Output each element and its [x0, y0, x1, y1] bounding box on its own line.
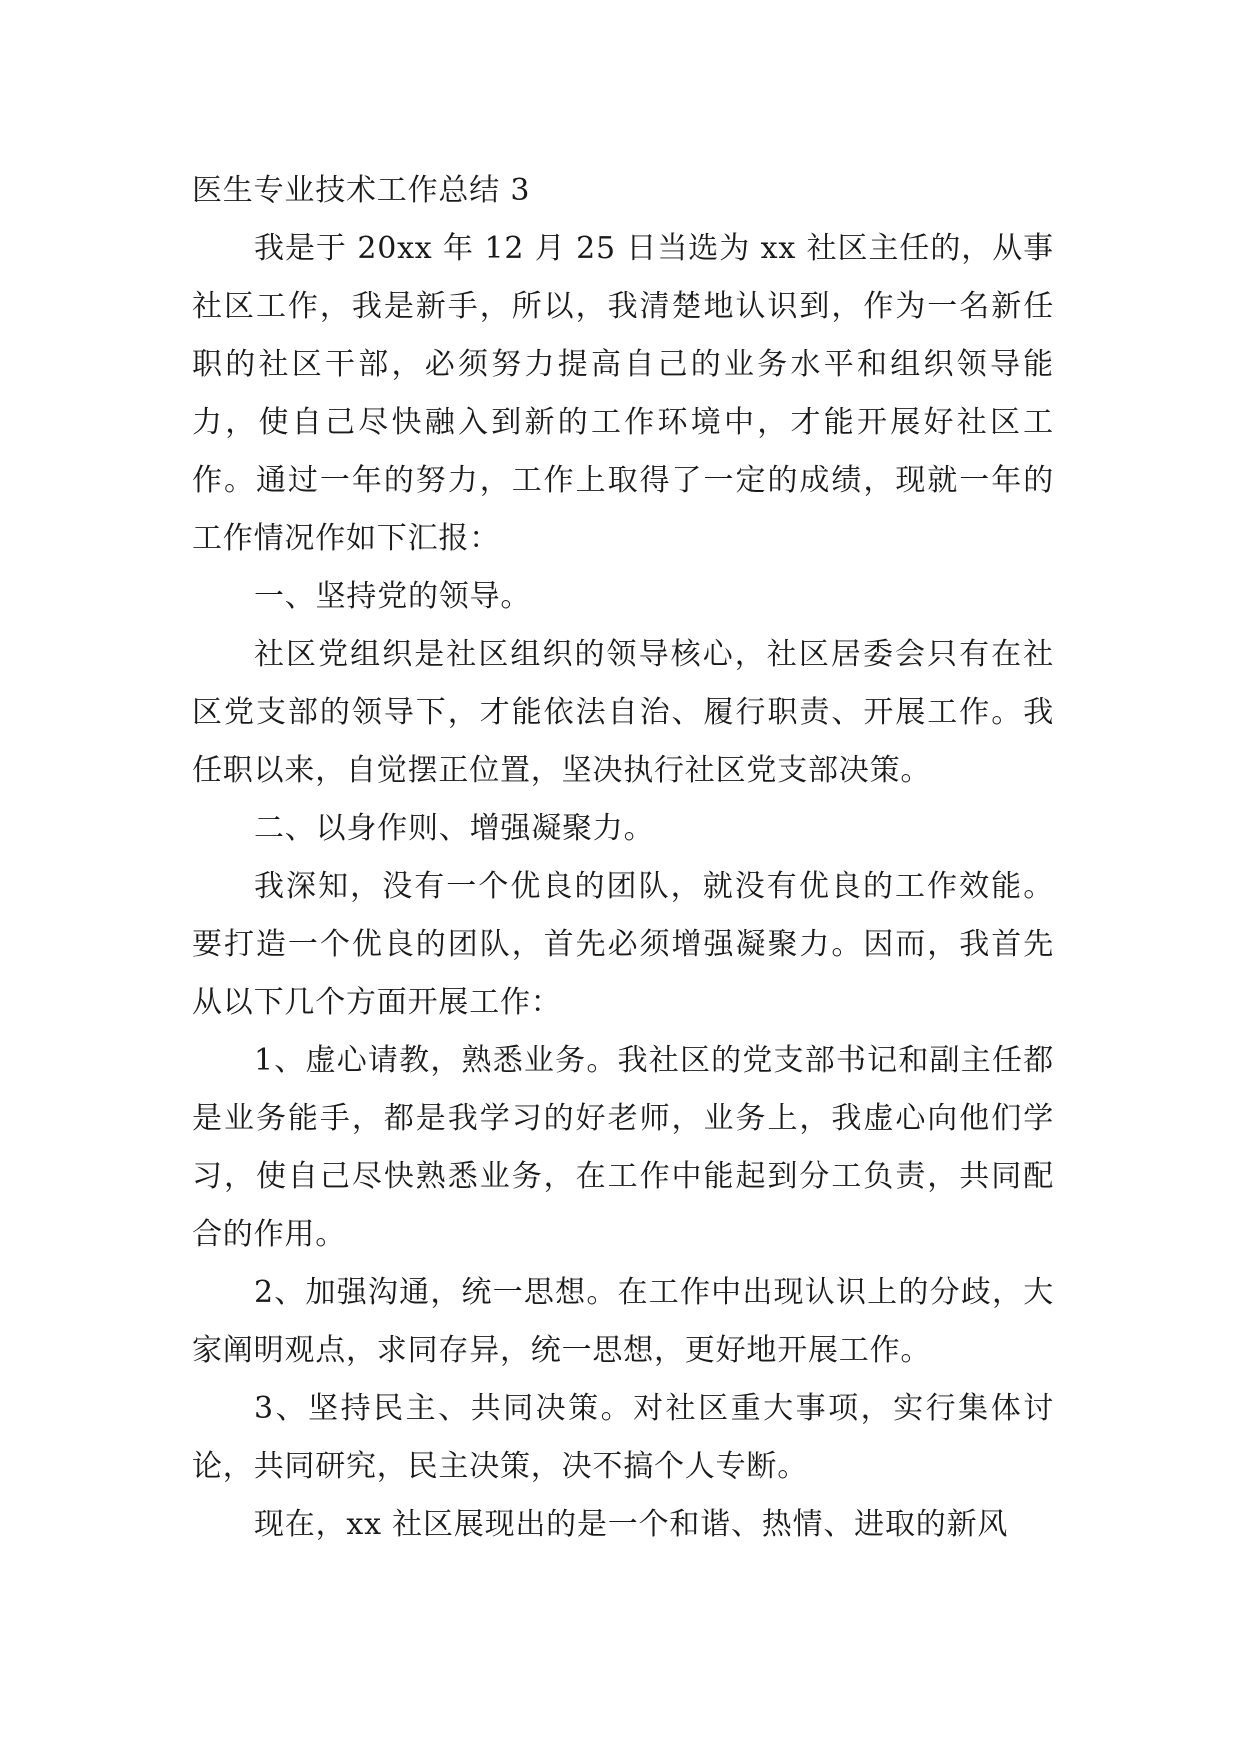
paragraph-team-cohesion: 我深知，没有一个优良的团队，就没有优良的工作效能。要打造一个优良的团队，首先必须增强凝聚力。因而，我首先从以下几个方面开展工作： [192, 869, 1054, 1020]
list-item-2: 2、加强沟通，统一思想。在工作中出现认识上的分歧，大家阐明观点，求同存异，统一思想，更好地开展工作。 [192, 1275, 1054, 1368]
section-heading-1: 一、坚持党的领导。 [254, 579, 532, 614]
paragraph-intro: 我是于 20xx 年 12 月 25 日当选为 xx 社区主任的，从事社区工作，我是新手，所以，我清楚地认识到，作为一名新任职的社区干部，必须努力提高自己的业务水平和组织领导能力，使自己尽快融入到新的工作环境中，才能开展好社区工作。通过一年的努力，工作上取得了一定的成绩，现就一年的工作情况作如下汇报： [192, 231, 1054, 556]
paragraph-current-status: 现在，xx 社区展现出的是一个和谐、热情、进取的新风 [254, 1507, 1009, 1542]
paragraph-party-leadership: 社区党组织是社区组织的领导核心，社区居委会只有在社区党支部的领导下，才能依法自治、履行职责、开展工作。我任职以来，自觉摆正位置，坚决执行社区党支部决策。 [192, 637, 1054, 788]
list-item-3: 3、坚持民主、共同决策。对社区重大事项，实行集体讨论，共同研究，民主决策，决不搞个人专断。 [192, 1391, 1054, 1484]
list-item-1: 1、虚心请教，熟悉业务。我社区的党支部书记和副主任都是业务能手，都是我学习的好老师，业务上，我虚心向他们学习，使自己尽快熟悉业务，在工作中能起到分工负责，共同配合的作用。 [192, 1043, 1054, 1252]
document-body [192, 162, 1054, 1554]
section-heading-2: 二、以身作则、增强凝聚力。 [254, 811, 655, 846]
document-title: 医生专业技术工作总结 3 [192, 173, 531, 208]
